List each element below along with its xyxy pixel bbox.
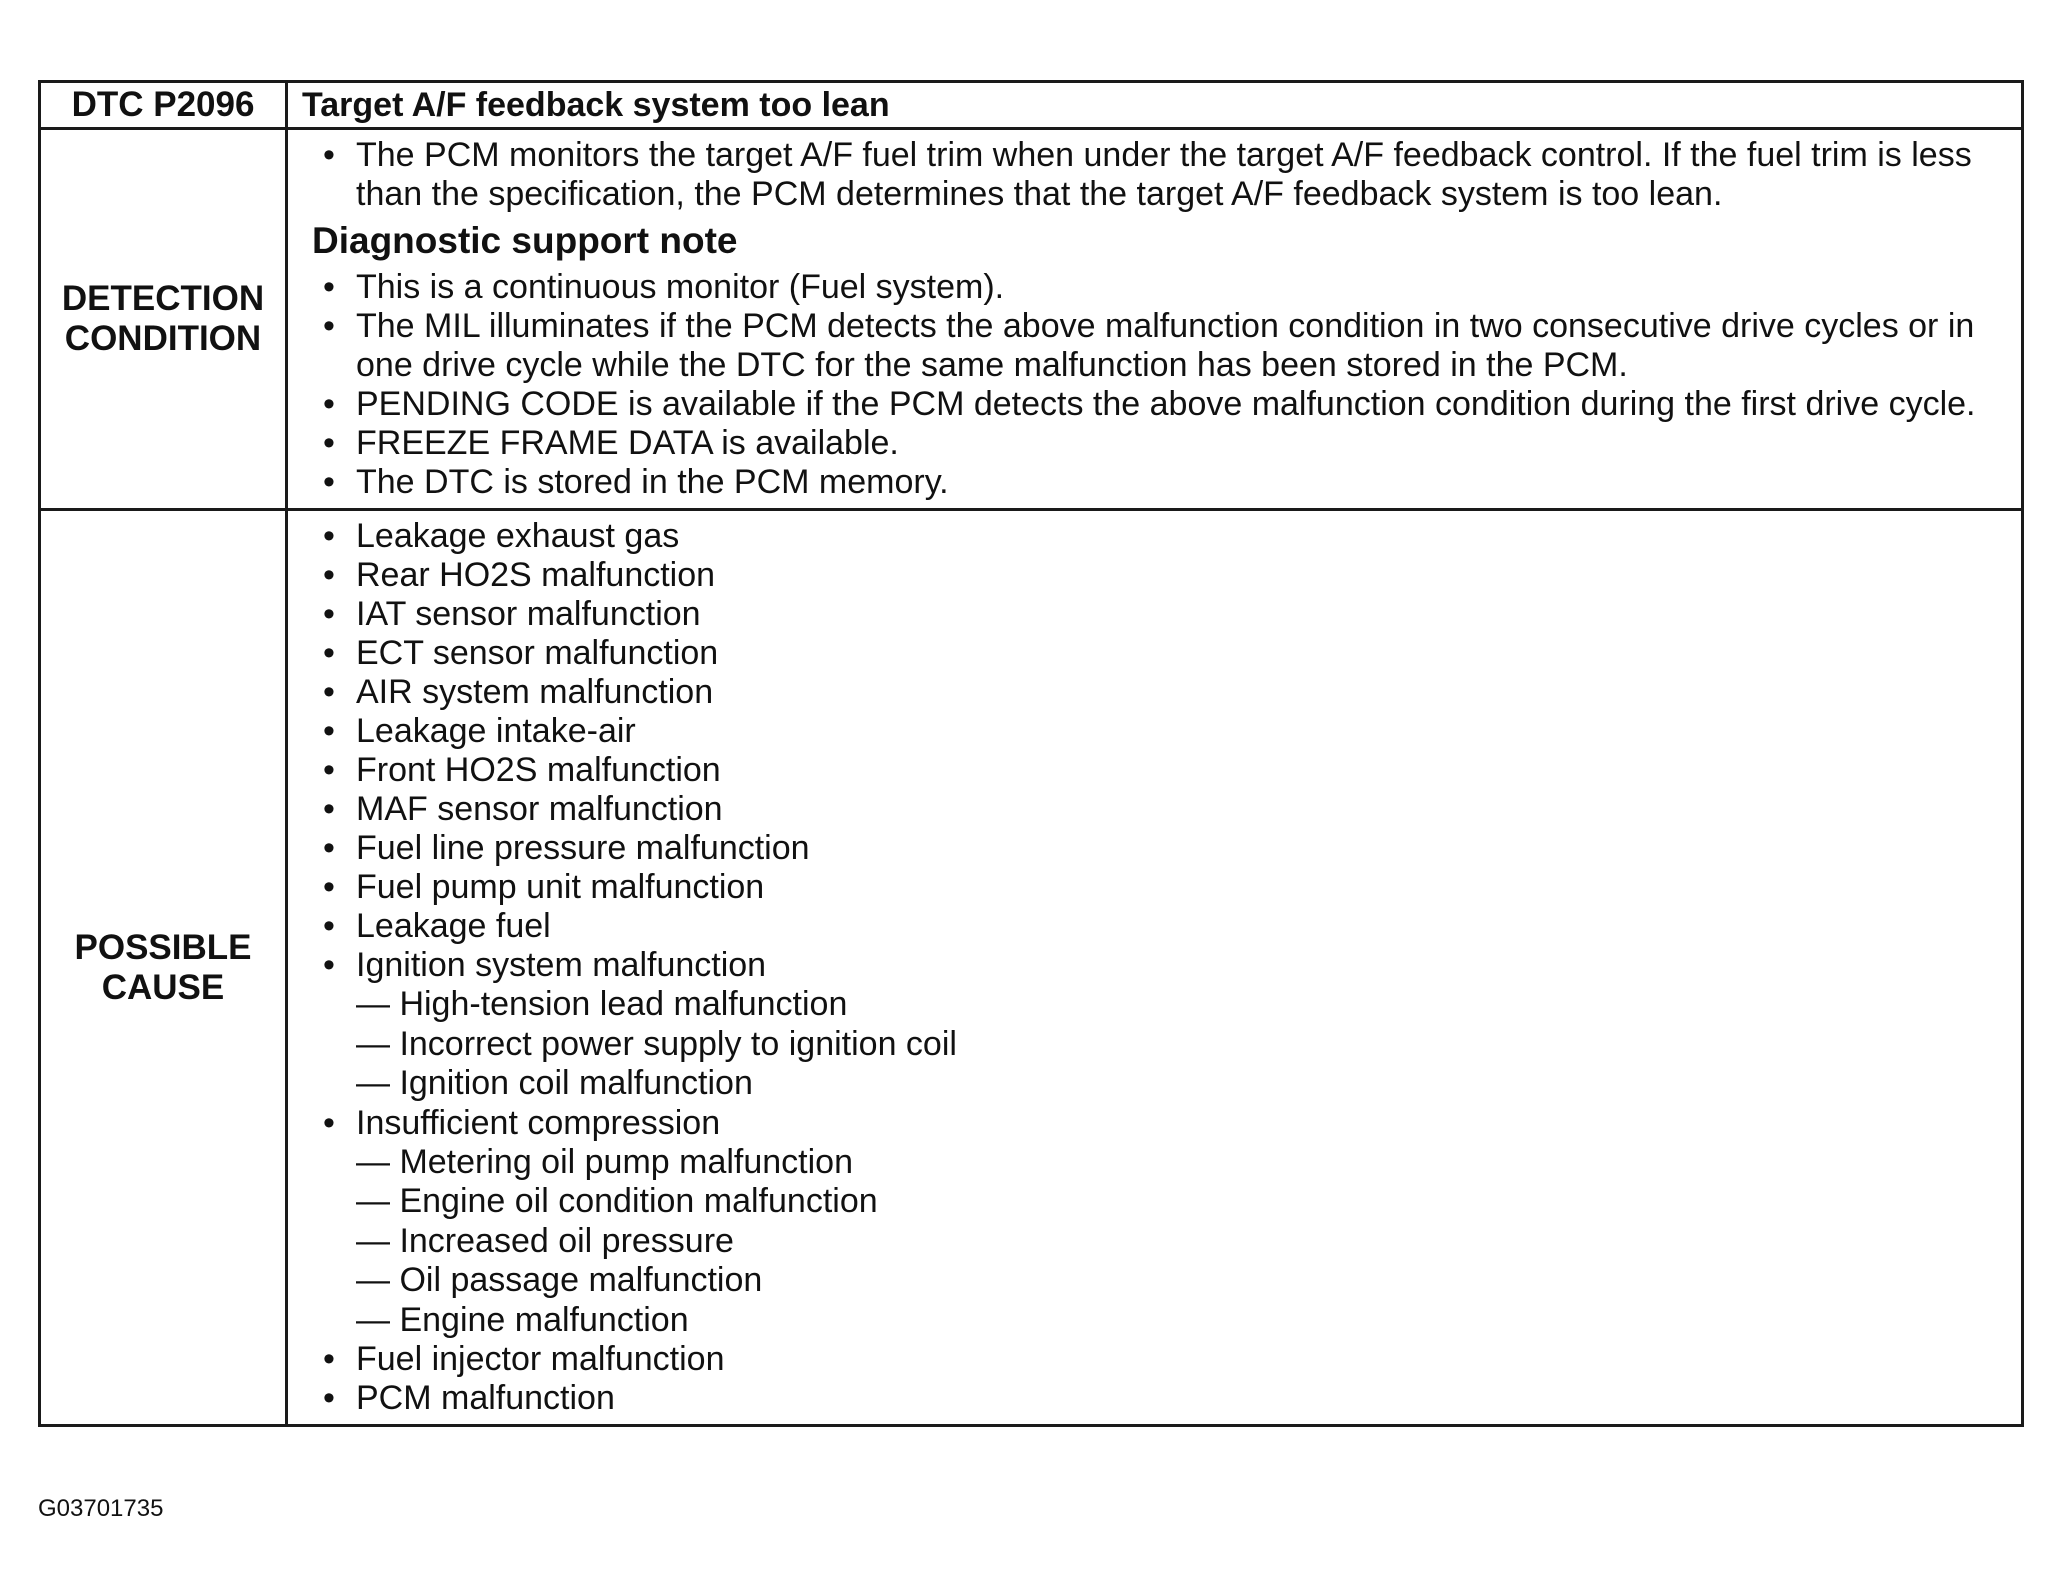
cause-item: • Fuel pump unit malfunction xyxy=(312,868,2009,907)
detection-note: • The MIL illuminates if the PCM detects the above malfunction condition in two consecutive drive cycles or in one drive cycle while the DTC for the same malfunction has been stored in the PCM. xyxy=(312,307,2009,385)
cause-item: • Leakage intake-air xyxy=(312,712,2009,751)
diagnostic-support-note-heading: Diagnostic support note xyxy=(312,220,738,261)
cause-item: • Insufficient compression xyxy=(312,1104,2009,1143)
bullet-icon: • xyxy=(323,868,335,906)
bullet-icon: • xyxy=(323,385,335,423)
compression-sub-item: — Engine oil condition malfunction xyxy=(356,1182,878,1220)
dtc-code-cell xyxy=(40,82,287,129)
bullet-icon: • xyxy=(323,424,335,462)
bullet-icon: • xyxy=(323,829,335,867)
detection-note: • PENDING CODE is available if the PCM detects the above malfunction condition during the first drive cycle. xyxy=(312,385,2009,424)
compression-sub-item: — Engine malfunction xyxy=(356,1300,689,1339)
dtc-title-cell xyxy=(287,82,2023,129)
detection-content-cell xyxy=(287,129,2023,510)
cause-item: • Leakage fuel xyxy=(312,907,2009,946)
detection-intro: • The PCM monitors the target A/F fuel trim when under the target A/F feedback control. If the fuel trim is less than the specification, the PCM determines that the target A/F feedback system is too lean. xyxy=(312,136,2009,214)
bullet-icon: • xyxy=(323,634,335,672)
cause-row xyxy=(40,510,2023,1426)
detection-note: • The DTC is stored in the PCM memory. xyxy=(312,463,2009,502)
detection-label-line2: CONDITION xyxy=(64,319,262,358)
cause-label-line1: POSSIBLE xyxy=(74,927,252,967)
cause-item: • ECT sensor malfunction xyxy=(312,634,2009,673)
bullet-icon: • xyxy=(323,1103,335,1142)
cause-label-line2: CAUSE xyxy=(101,967,225,1007)
ignition-sub-item: — Incorrect power supply to ignition coil xyxy=(356,1024,957,1063)
bullet-icon: • xyxy=(323,463,335,501)
bullet-icon: • xyxy=(323,136,335,174)
bullet-icon: • xyxy=(323,595,335,633)
bullet-icon: • xyxy=(323,517,335,555)
cause-item: • Leakage exhaust gas xyxy=(312,517,2009,556)
cause-item: • Ignition system malfunction xyxy=(312,946,2009,985)
bullet-icon: • xyxy=(323,712,335,750)
cause-content-cell xyxy=(287,510,2023,1426)
cause-item: • Front HO2S malfunction xyxy=(312,751,2009,790)
bullet-icon: • xyxy=(323,946,335,984)
cause-label-cell xyxy=(40,510,287,1426)
bullet-icon: • xyxy=(323,751,335,789)
detection-label-cell xyxy=(40,129,287,510)
cause-item: • PCM malfunction xyxy=(312,1379,2009,1418)
ignition-sub-item: — High-tension lead malfunction xyxy=(356,985,848,1023)
detection-row xyxy=(40,129,2023,510)
cause-item: • Fuel injector malfunction xyxy=(312,1340,2009,1379)
detection-note: • FREEZE FRAME DATA is available. xyxy=(312,424,2009,463)
header-row xyxy=(40,82,2023,129)
compression-sub-item: — Oil passage malfunction xyxy=(356,1261,763,1299)
dtc-code: DTC P2096 xyxy=(71,85,255,124)
bullet-icon: • xyxy=(323,1340,335,1378)
cause-item: • IAT sensor malfunction xyxy=(312,595,2009,634)
bullet-icon: • xyxy=(323,307,335,345)
bullet-icon: • xyxy=(323,907,335,945)
cause-item: • MAF sensor malfunction xyxy=(312,790,2009,829)
bullet-icon: • xyxy=(323,790,335,828)
dtc-table xyxy=(38,80,2024,1427)
figure-code: G03701735 xyxy=(38,1495,164,1522)
compression-sub-item: — Increased oil pressure xyxy=(356,1221,734,1260)
cause-item: • Rear HO2S malfunction xyxy=(312,556,2009,595)
compression-sub-item: — Metering oil pump malfunction xyxy=(356,1142,854,1181)
dtc-title: Target A/F feedback system too lean xyxy=(302,86,890,124)
cause-item: • AIR system malfunction xyxy=(312,673,2009,712)
cause-item: • Fuel line pressure malfunction xyxy=(312,829,2009,868)
bullet-icon: • xyxy=(323,268,335,306)
bullet-icon: • xyxy=(323,1379,335,1417)
bullet-icon: • xyxy=(323,556,335,594)
detection-label-line1: DETECTION xyxy=(61,279,265,318)
bullet-icon: • xyxy=(323,673,335,711)
ignition-sub-item: — Ignition coil malfunction xyxy=(356,1064,753,1102)
detection-note: • This is a continuous monitor (Fuel system). xyxy=(312,268,2009,307)
